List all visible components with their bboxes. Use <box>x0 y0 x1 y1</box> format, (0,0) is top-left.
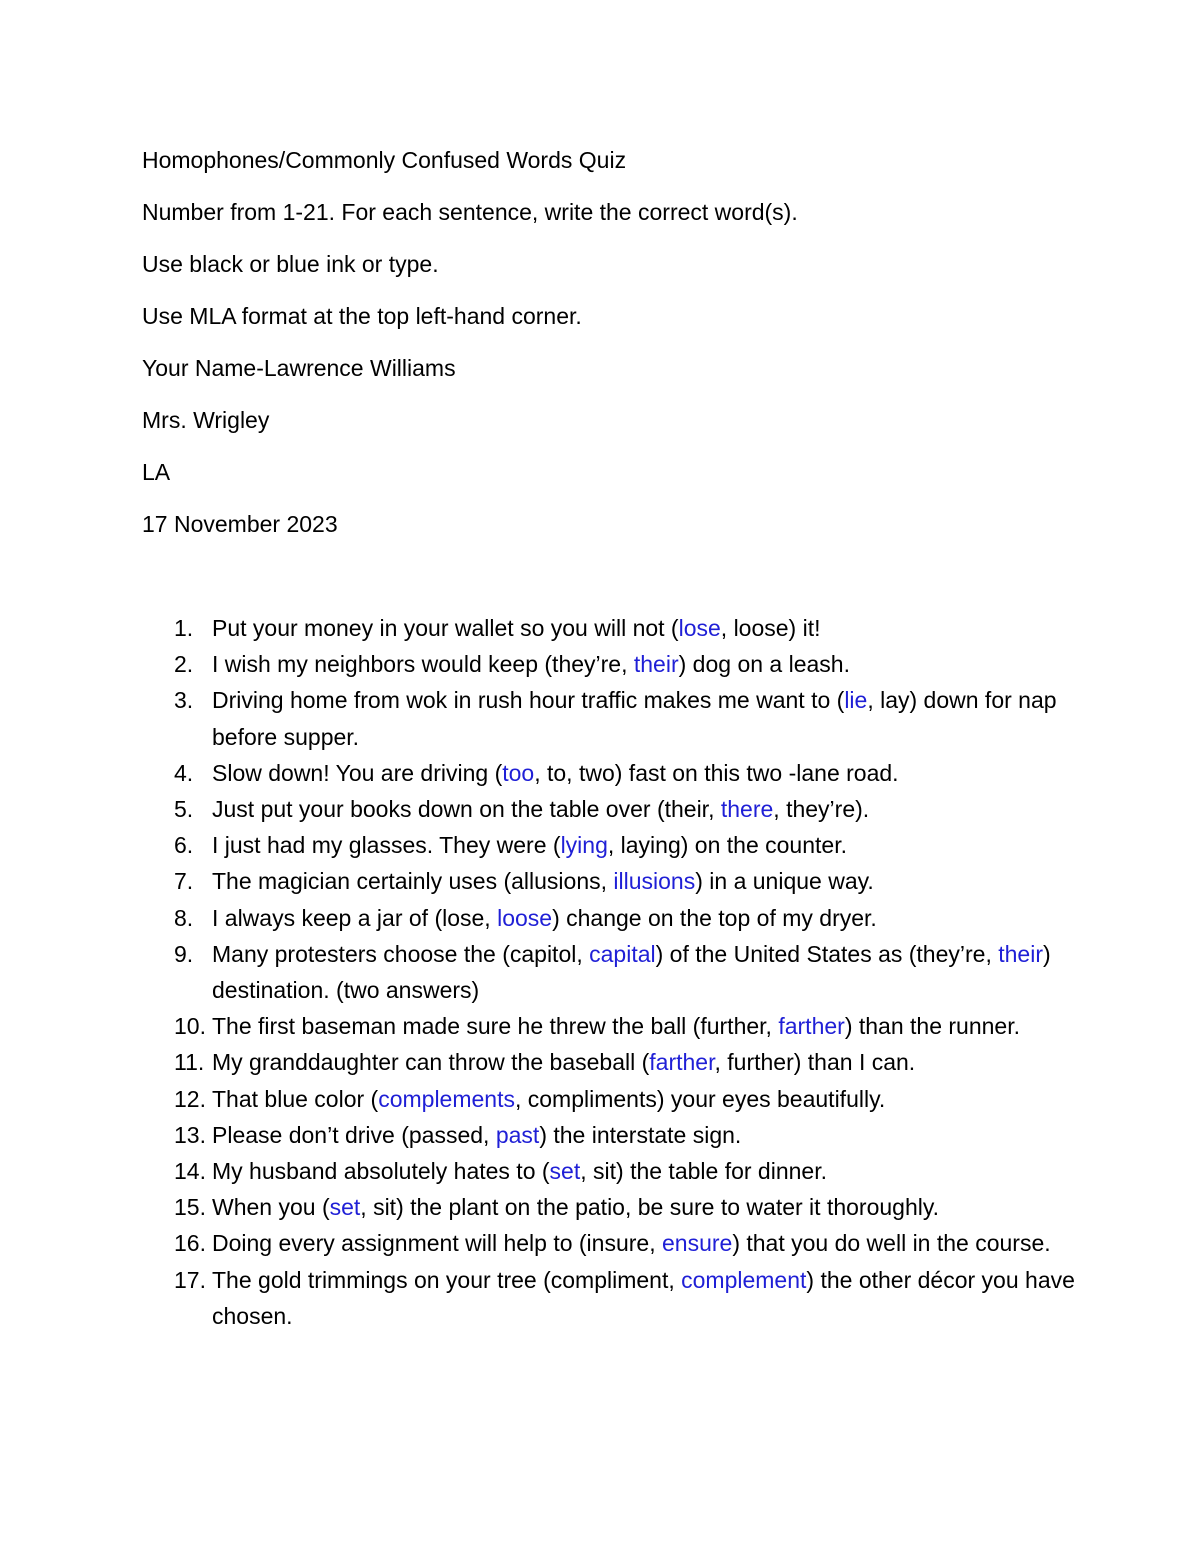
question-item <box>140 646 1080 682</box>
question-text-segment: , sit) the table for dinner. <box>580 1158 827 1185</box>
question-item <box>140 1262 1080 1334</box>
question-text-segment: That blue color ( <box>212 1085 379 1112</box>
correct-answer: ensure <box>661 1230 733 1257</box>
question-text-segment: Just put your books down on the table over (their, <box>212 796 721 823</box>
question-text-segment: , to, two) fast on this two -lane road. <box>534 759 899 786</box>
question-text-segment: When you ( <box>212 1194 330 1221</box>
correct-answer: complements <box>378 1085 515 1112</box>
question-item <box>140 1117 1080 1153</box>
question-number: 14. <box>174 1158 206 1185</box>
question-text-segment: ) of the United States as (they’re, <box>655 940 999 967</box>
question-item <box>140 1081 1080 1117</box>
question-number: 12. <box>174 1085 206 1112</box>
question-text-segment: , they’re). <box>773 796 870 823</box>
question-text-segment: Slow down! You are driving ( <box>212 759 503 786</box>
question-number: 5. <box>174 796 194 823</box>
question-text-segment: , sit) the plant on the patio, be sure to water it thoroughly. <box>360 1194 940 1221</box>
question-number: 17. <box>174 1266 206 1293</box>
question-text <box>212 941 1051 1003</box>
correct-answer: lose <box>678 615 721 641</box>
question-number: 1. <box>174 615 194 641</box>
question-text-segment: , further) than I can. <box>714 1049 916 1076</box>
question-text-segment: Put your money in your wallet so you will not ( <box>212 615 679 641</box>
question-text-segment: I wish my neighbors would keep (they’re, <box>212 651 634 678</box>
question-text-segment: , laying) on the counter. <box>607 832 847 859</box>
question-item <box>140 900 1080 936</box>
question-text <box>212 1122 741 1148</box>
question-text-segment: I just had my glasses. They were ( <box>212 832 561 859</box>
question-text-segment: My husband absolutely hates to ( <box>212 1158 550 1185</box>
question-text <box>212 651 850 677</box>
question-text-segment: ) in a unique way. <box>695 868 874 895</box>
question-text <box>212 1267 1075 1329</box>
question-item <box>140 791 1080 827</box>
question-number: 9. <box>174 940 194 967</box>
question-text-segment: The magician certainly uses (allusions, <box>212 868 614 895</box>
correct-answer: lie <box>844 687 868 714</box>
correct-answer: loose <box>497 904 553 931</box>
question-number: 4. <box>174 759 194 786</box>
question-number: 13. <box>174 1121 206 1148</box>
instruction-line: Use black or blue ink or type. <box>142 251 439 277</box>
question-item <box>140 1153 1080 1189</box>
correct-answer: their <box>998 940 1043 967</box>
instruction-line: Number from 1-21. For each sentence, write the correct word(s). <box>142 199 798 225</box>
question-text <box>212 1194 939 1220</box>
question-number: 15. <box>174 1194 206 1221</box>
question-text-segment: The first baseman made sure he threw the ball (further, <box>212 1013 779 1040</box>
question-text <box>212 868 874 894</box>
question-text-segment: The gold trimmings on your tree (compliment, <box>212 1266 682 1293</box>
question-item <box>140 1225 1080 1261</box>
question-item <box>140 936 1080 1008</box>
correct-answer: capital <box>589 940 656 967</box>
question-text <box>212 832 847 858</box>
question-text-segment: , lay) down for nap before supper. <box>212 687 1057 750</box>
question-item <box>140 610 1080 646</box>
question-text <box>212 1230 1051 1256</box>
correct-answer: set <box>549 1158 581 1185</box>
student-name: Your Name-Lawrence Williams <box>142 355 456 381</box>
question-text-segment: Doing every assignment will help to (insure, <box>212 1230 662 1257</box>
question-number: 2. <box>174 651 194 678</box>
question-text-segment: I always keep a jar of (lose, <box>212 904 498 931</box>
question-text <box>212 1158 827 1184</box>
question-text <box>212 796 869 822</box>
correct-answer: too <box>502 759 535 786</box>
question-text <box>212 1086 885 1112</box>
question-item <box>140 755 1080 791</box>
question-item <box>140 1189 1080 1225</box>
question-text-segment: ) the other décor you have chosen. <box>212 1266 1075 1329</box>
correct-answer: past <box>495 1121 540 1148</box>
question-text <box>212 905 877 931</box>
document-title: Homophones/Commonly Confused Words Quiz <box>142 147 627 173</box>
question-text-segment: ) destination. (two answers) <box>212 940 1051 1004</box>
instruction-line: Use MLA format at the top left-hand corner. <box>142 303 582 329</box>
question-text-segment: Many protesters choose the (capitol, <box>212 940 590 967</box>
correct-answer: farther <box>649 1049 715 1076</box>
date-line: 17 November 2023 <box>142 511 338 537</box>
question-number: 16. <box>174 1230 206 1257</box>
question-item <box>140 863 1080 899</box>
question-number: 7. <box>174 868 194 895</box>
correct-answer: complement <box>681 1266 807 1293</box>
question-text-segment: ) change on the top of my dryer. <box>552 904 877 931</box>
question-text-segment: , loose) it! <box>720 615 821 641</box>
question-list <box>140 610 1080 1334</box>
question-item <box>140 1008 1080 1044</box>
question-item <box>140 682 1080 754</box>
question-text-segment: Please don’t drive (passed, <box>212 1121 496 1148</box>
question-number: 8. <box>174 904 194 931</box>
question-text-segment: ) dog on a leash. <box>678 651 850 678</box>
question-text <box>212 1013 1020 1039</box>
correct-answer: lying <box>560 832 608 859</box>
question-text <box>212 687 1057 749</box>
correct-answer: illusions <box>613 868 696 895</box>
question-text-segment: ) than the runner. <box>844 1013 1021 1040</box>
question-number: 3. <box>174 687 194 714</box>
correct-answer: their <box>633 651 679 678</box>
question-text <box>212 1049 915 1075</box>
question-number: 10. <box>174 1013 206 1040</box>
question-text-segment: , compliments) your eyes beautifully. <box>514 1085 886 1112</box>
question-text-segment: Driving home from wok in rush hour traffic makes me want to ( <box>212 687 845 714</box>
correct-answer: set <box>329 1194 361 1221</box>
question-item <box>140 827 1080 863</box>
correct-answer: farther <box>778 1013 845 1040</box>
class-name: LA <box>142 459 171 485</box>
question-text-segment: My granddaughter can throw the baseball ( <box>212 1049 650 1076</box>
question-number: 11. <box>174 1049 205 1076</box>
question-text <box>212 615 821 641</box>
question-number: 6. <box>174 832 194 859</box>
question-text <box>212 760 899 786</box>
question-text-segment: ) that you do well in the course. <box>732 1230 1051 1257</box>
correct-answer: there <box>720 796 774 823</box>
teacher-name: Mrs. Wrigley <box>142 407 270 433</box>
question-item <box>140 1044 1080 1080</box>
question-text-segment: ) the interstate sign. <box>539 1121 742 1148</box>
